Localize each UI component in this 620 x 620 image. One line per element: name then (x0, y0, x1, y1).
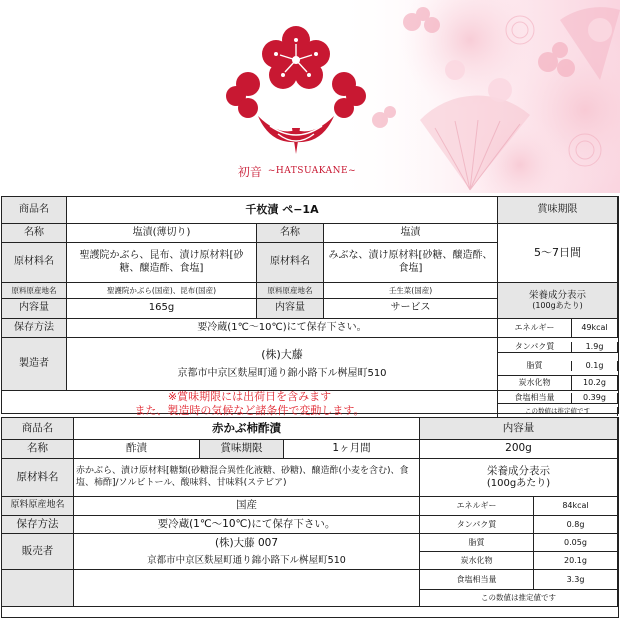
seller-info (74, 534, 420, 570)
brand-header (0, 0, 620, 193)
note-1: ※賞味期限には出荷日を含みます (167, 391, 332, 404)
seller-name: (株)大藤 007 (214, 536, 279, 549)
ingredients-label-right: 原材料名 (257, 243, 324, 283)
nutrition-label: 食塩相当量 (420, 570, 534, 590)
product-name-value: 赤かぶ柿酢漬 (74, 418, 420, 440)
nutrition-value: 3.3g (534, 570, 618, 590)
nutrition-label: 脂質 (498, 361, 572, 371)
product-name-label: 商品名 (2, 197, 67, 224)
nutrition-title: 栄養成分表示 (528, 289, 586, 301)
nutrition-value: 10.2g (572, 376, 618, 391)
content-value-right: サービス (324, 299, 498, 319)
nutrition-value: 0.39g (572, 393, 618, 404)
seller-label: 販売者 (2, 534, 74, 570)
brand-kanji: 初音 (237, 164, 262, 179)
plum-blossom-crane-icon (222, 18, 370, 156)
best-before-label: 賞味期限 (498, 197, 618, 224)
origin-value: 国産 (74, 497, 420, 516)
best-before-value: 1ヶ月間 (284, 440, 420, 459)
storage-label: 保存方法 (2, 516, 74, 534)
nutrition-label: エネルギー (498, 319, 572, 338)
label-table-1 (1, 196, 619, 417)
nutrition-label: タンパク質 (420, 516, 534, 534)
nutrition-value: 0.8g (534, 516, 618, 534)
maker-address: 京都市中京区麩屋町通り錦小路下ル桝屋町510 (177, 367, 387, 379)
ingredients-value: 赤かぶら、漬け原材料[糖類(砂糖混合異性化液糖、砂糖)、醸造酢(小麦を含む)、食塩、柿酢]/ソルビトール、酸味料、甘味料(ステビア) (74, 459, 420, 497)
name-label: 名称 (2, 440, 74, 459)
nutrition-sub-block (498, 338, 618, 376)
origin-value-right: 壬生菜(国産) (324, 283, 498, 299)
ingredients-value-right: みぶな、漬け原材料[砂糖、醸造酢、食塩] (324, 243, 498, 283)
product-name-value: 千枚漬 ペ−1A (67, 197, 498, 224)
nutrition-title: 栄養成分表示 (487, 464, 550, 477)
nutrition-per: (100gあたり) (532, 301, 583, 311)
best-before-value: 5〜7日間 (498, 224, 618, 283)
nutrition-label: 食塩相当量 (498, 393, 572, 404)
brand-latin: ~HATSUAKANE~ (267, 166, 357, 176)
nutrition-label: 炭水化物 (498, 376, 572, 391)
nutrition-value: 49kcal (572, 319, 618, 338)
origin-value-left: 聖護院かぶら(国産)、昆布(国産) (67, 283, 257, 299)
maker-name: (株)大藤 (261, 347, 303, 361)
content-value-left: 165g (67, 299, 257, 319)
nutrition-value: 1.9g (572, 342, 618, 353)
name-value-left: 塩漬(薄切り) (67, 224, 257, 243)
storage-label: 保存方法 (2, 319, 67, 338)
content-label-right: 内容量 (257, 299, 324, 319)
estimate-note: この数値は推定値です (498, 407, 618, 415)
nutrition-label: タンパク質 (498, 342, 572, 353)
nutrition-value: 0.05g (534, 534, 618, 552)
note-2: また、製造時の気候など諸条件で変動します。 (134, 404, 365, 417)
ingredients-value-left: 聖護院かぶら、昆布、漬け原材料[砂糖、醸造酢、食塩] (67, 243, 257, 283)
nutrition-value: 0.1g (572, 361, 618, 371)
estimate-note: この数値は推定値です (420, 590, 618, 607)
nutrition-header (420, 459, 618, 497)
content-value: 200g (420, 440, 618, 459)
origin-label-right: 原料原産地名 (257, 283, 324, 299)
product-name-label: 商品名 (2, 418, 74, 440)
nutrition-salt-block (498, 391, 618, 418)
label-table-2 (1, 417, 619, 618)
maker-info (67, 338, 498, 391)
ingredients-label-left: 原材料名 (2, 243, 67, 283)
blank-label-cell (2, 570, 74, 607)
seller-address: 京都市中京区麩屋町通り錦小路下ル桝屋町510 (147, 554, 346, 566)
name-label-left: 名称 (2, 224, 67, 243)
best-before-label: 賞味期限 (200, 440, 284, 459)
content-label-left: 内容量 (2, 299, 67, 319)
nutrition-label: 脂質 (420, 534, 534, 552)
name-value: 酢漬 (74, 440, 200, 459)
nutrition-label: エネルギー (420, 497, 534, 516)
nutrition-value: 20.1g (534, 552, 618, 570)
nutrition-label: 炭水化物 (420, 552, 534, 570)
nutrition-per: (100gあたり) (486, 477, 551, 489)
brand-name (204, 159, 390, 183)
content-label: 内容量 (420, 418, 618, 440)
storage-value: 要冷蔵(1℃〜10℃)にて保存下さい。 (74, 516, 420, 534)
ingredients-label: 原材料名 (2, 459, 74, 497)
storage-value: 要冷蔵(1℃〜10℃)にて保存下さい。 (67, 319, 498, 338)
name-value-right: 塩漬 (324, 224, 498, 243)
origin-label-left: 原料原産地名 (2, 283, 67, 299)
nutrition-header (498, 283, 618, 319)
blank-cell (74, 570, 420, 607)
name-label-right: 名称 (257, 224, 324, 243)
maker-label: 製造者 (2, 338, 67, 391)
notes (2, 391, 498, 418)
origin-label: 原料原産地名 (2, 497, 74, 516)
nutrition-value: 84kcal (534, 497, 618, 516)
